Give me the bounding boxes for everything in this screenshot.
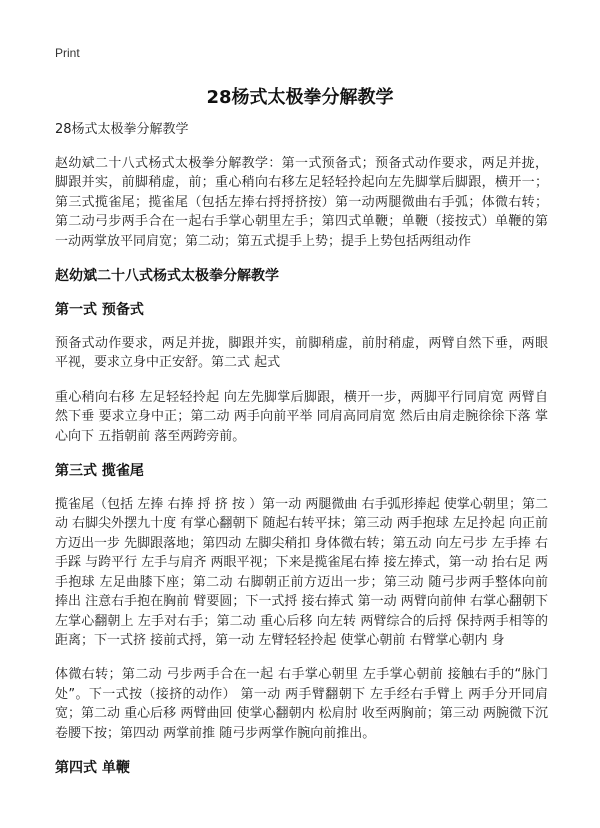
document-subtitle: 28杨式太极拳分解教学 xyxy=(55,122,189,137)
grasp-bird-tail-paragraph-1: 揽雀尾（包括 左捧 右捧 捋 挤 按 ）第一动 两腿微曲 右手弧形捧起 使掌心朝里；第二动 右脚尖外摆九十度 有掌心翻朝下 随起右转平抹；第三动 两手抱球 左足拎起 向正前方迈出一步 先脚跟落地；第四动 左脚尖稍扣 身体微右转；第五动 向左弓步 左手捧 右手踩 与跨平行 左手与肩齐 两眼平视；下来是揽雀尾右捧 接左捧式，第一动 抬右足 两手抱球 左足曲膝下座；第二动 右脚朝正前方迈出一步；第三动 随弓步两手整体向前捧出 注意右手抱在胸前 臂要圆；下一式捋 接右捧式 第一动 两臂向前伸 右掌心翻朝下 左掌心翻朝上 左手对右手；第二动 重心后移 向左转 两臂综合的后捋 保持两手相等的距离；下一式挤 接前式捋，第一动 左臂轻轻拎起 使掌心朝前 右臂掌心朝内 身 xyxy=(55,497,548,648)
section-heading-single-whip: 第四式 单鞭 xyxy=(55,759,130,776)
document-content xyxy=(55,120,548,792)
page-title: 28杨式太极拳分解教学 xyxy=(206,87,394,108)
preparation-paragraph-1: 预备式动作要求，两足并拢，脚跟并实，前脚稍虚，前肘稍虚，两臂自然下垂，两眼平视，要求立身中正安舒。第二式 起式 xyxy=(55,336,548,371)
print-label: Print xyxy=(55,46,80,60)
section-heading-grasp-bird-tail: 第三式 揽雀尾 xyxy=(55,463,144,480)
preparation-paragraph-2: 重心稍向右移 左足轻轻拎起 向左先脚掌后脚跟，横开一步，两脚平行同肩宽 两臂自然下垂 要求立身中正；第二动 两手向前平举 同肩高同肩宽 然后由肩走腕徐徐下落 掌心向下 五指朝前 落至两跨旁前。 xyxy=(55,389,548,444)
section-heading-preparation: 第一式 预备式 xyxy=(55,302,144,319)
grasp-bird-tail-paragraph-2: 体微右转；第二动 弓步两手合在一起 右手掌心朝里 左手掌心朝前 接触右手的“脉门处”。下一式按（接挤的动作） 第一动 两手臂翻朝下 左手经右手臂上 两手分开同肩宽；第二动 重心后移 两臂曲回 使掌心翻朝内 松肩肘 收至两胸前；第三动 两腕微下沉 卷腰下按；第四动 两掌前推 随弓步两掌作腕向前推出。 xyxy=(55,667,548,741)
summary-paragraph: 赵幼斌二十八式杨式太极拳分解教学：第一式预备式；预备式动作要求，两足并拢，脚跟并实，前脚稍虚，前；重心稍向右移左足轻轻拎起向左先脚掌后脚跟，横开一；第三式揽雀尾；揽雀尾（包括左捧右捋捋挤按）第一动两腿微曲右手弧；体微右转；第二动弓步两手合在一起右手掌心朝里左手；第四式单鞭；单鞭（接按式）单鞭的第一动两掌放平同肩宽；第二动；第五式提手上势；提手上势包括两组动作 xyxy=(55,156,548,249)
section-heading-main: 赵幼斌二十八式杨式太极拳分解教学 xyxy=(55,268,279,285)
